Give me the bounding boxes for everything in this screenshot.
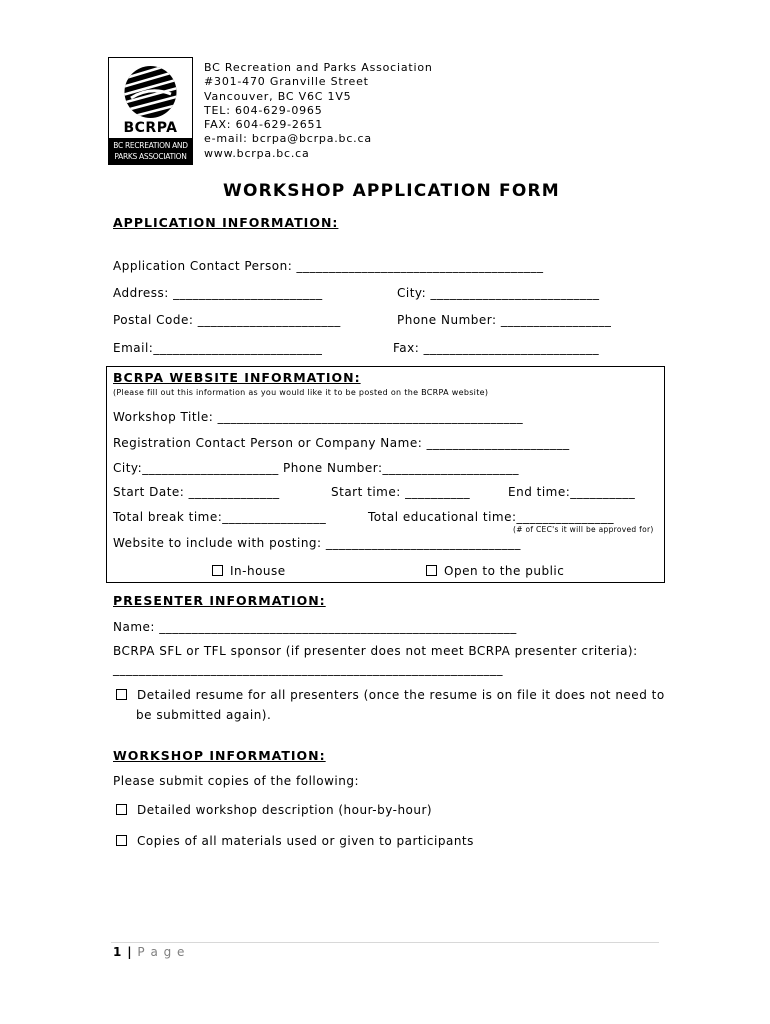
- form-title: WORKSHOP APPLICATION FORM: [223, 181, 560, 201]
- page-separator: |: [127, 945, 133, 959]
- org-city: Vancouver, BC V6C 1V5: [204, 89, 352, 103]
- workshop-description-checkbox[interactable]: [116, 804, 127, 815]
- workshop-title-field[interactable]: Workshop Title: _______________________________________________: [113, 410, 524, 424]
- org-email: e-mail: bcrpa@bcrpa.bc.ca: [204, 132, 372, 146]
- resume-label-line2: be submitted again).: [136, 708, 272, 722]
- logo-emblem-icon: [109, 58, 192, 128]
- in-house-label: In-house: [230, 564, 286, 578]
- org-website: www.bcrpa.bc.ca: [204, 146, 310, 160]
- application-info-heading: APPLICATION INFORMATION:: [113, 215, 339, 230]
- org-name: BC Recreation and Parks Association: [204, 61, 433, 74]
- cec-note: (# of CEC's it will be approved for): [513, 525, 654, 534]
- sponsor-field[interactable]: ____________________________________________________________: [113, 662, 503, 676]
- logo-subtitle-line2: PARKS ASSOCIATION: [114, 152, 187, 161]
- workshop-description-label: Detailed workshop description (hour-by-hour): [137, 803, 433, 817]
- in-house-checkbox[interactable]: [212, 565, 223, 576]
- org-street: #301-470 Granville Street: [204, 75, 369, 89]
- org-fax: FAX: 604-629-2651: [204, 118, 324, 132]
- org-tel: TEL: 604-629-0965: [204, 103, 323, 117]
- org-address-block: [204, 61, 433, 161]
- logo-subtitle-line1: BC RECREATION AND: [113, 141, 188, 150]
- sponsor-label: BCRPA SFL or TFL sponsor (if presenter does not meet BCRPA presenter criteria):: [113, 644, 638, 658]
- address-field[interactable]: Address: _______________________: [113, 286, 323, 300]
- logo-subtitle-band: [109, 138, 192, 164]
- resume-checkbox[interactable]: [116, 689, 127, 700]
- email-field[interactable]: Email:__________________________: [113, 341, 323, 355]
- start-date-field[interactable]: Start Date: ______________: [113, 485, 280, 499]
- break-time-field[interactable]: Total break time:________________: [113, 510, 327, 524]
- website-info-heading: BCRPA WEBSITE INFORMATION:: [113, 370, 361, 385]
- page-footer: [113, 945, 185, 959]
- postal-code-field[interactable]: Postal Code: ______________________: [113, 313, 341, 327]
- fax-field[interactable]: Fax: ___________________________: [393, 341, 600, 355]
- website-posting-field[interactable]: Website to include with posting: ______________________________: [113, 536, 521, 550]
- page-number: 1: [113, 945, 123, 959]
- website-info-note: (Please fill out this information as you would like it to be posted on the BCRPA website): [113, 388, 489, 397]
- application-contact-field[interactable]: Application Contact Person: ______________________________________: [113, 259, 544, 273]
- page-label: P a g e: [137, 945, 186, 959]
- materials-checkbox[interactable]: [116, 835, 127, 846]
- materials-label: Copies of all materials used or given to participants: [137, 834, 474, 848]
- city-field[interactable]: City: __________________________: [397, 286, 600, 300]
- presenter-info-heading: PRESENTER INFORMATION:: [113, 593, 326, 608]
- city-phone-field[interactable]: City:_____________________ Phone Number:_____________________: [113, 461, 520, 475]
- start-time-field[interactable]: Start time: __________: [331, 485, 471, 499]
- open-public-checkbox[interactable]: [426, 565, 437, 576]
- bcrpa-logo: [108, 57, 193, 165]
- open-public-label: Open to the public: [444, 564, 565, 578]
- workshop-instruction: Please submit copies of the following:: [113, 774, 359, 788]
- educational-time-field[interactable]: Total educational time:_______________: [368, 510, 615, 524]
- resume-label-line1: Detailed resume for all presenters (once the resume is on file it does not need to: [137, 688, 665, 702]
- logo-text: BCRPA: [123, 120, 178, 136]
- phone-number-field[interactable]: Phone Number: _________________: [397, 313, 612, 327]
- registration-contact-field[interactable]: Registration Contact Person or Company Name: ______________________: [113, 436, 570, 450]
- workshop-info-heading: WORKSHOP INFORMATION:: [113, 748, 326, 763]
- footer-divider: [111, 942, 659, 943]
- presenter-name-field[interactable]: Name: _______________________________________________________: [113, 620, 517, 634]
- end-time-field[interactable]: End time:__________: [508, 485, 636, 499]
